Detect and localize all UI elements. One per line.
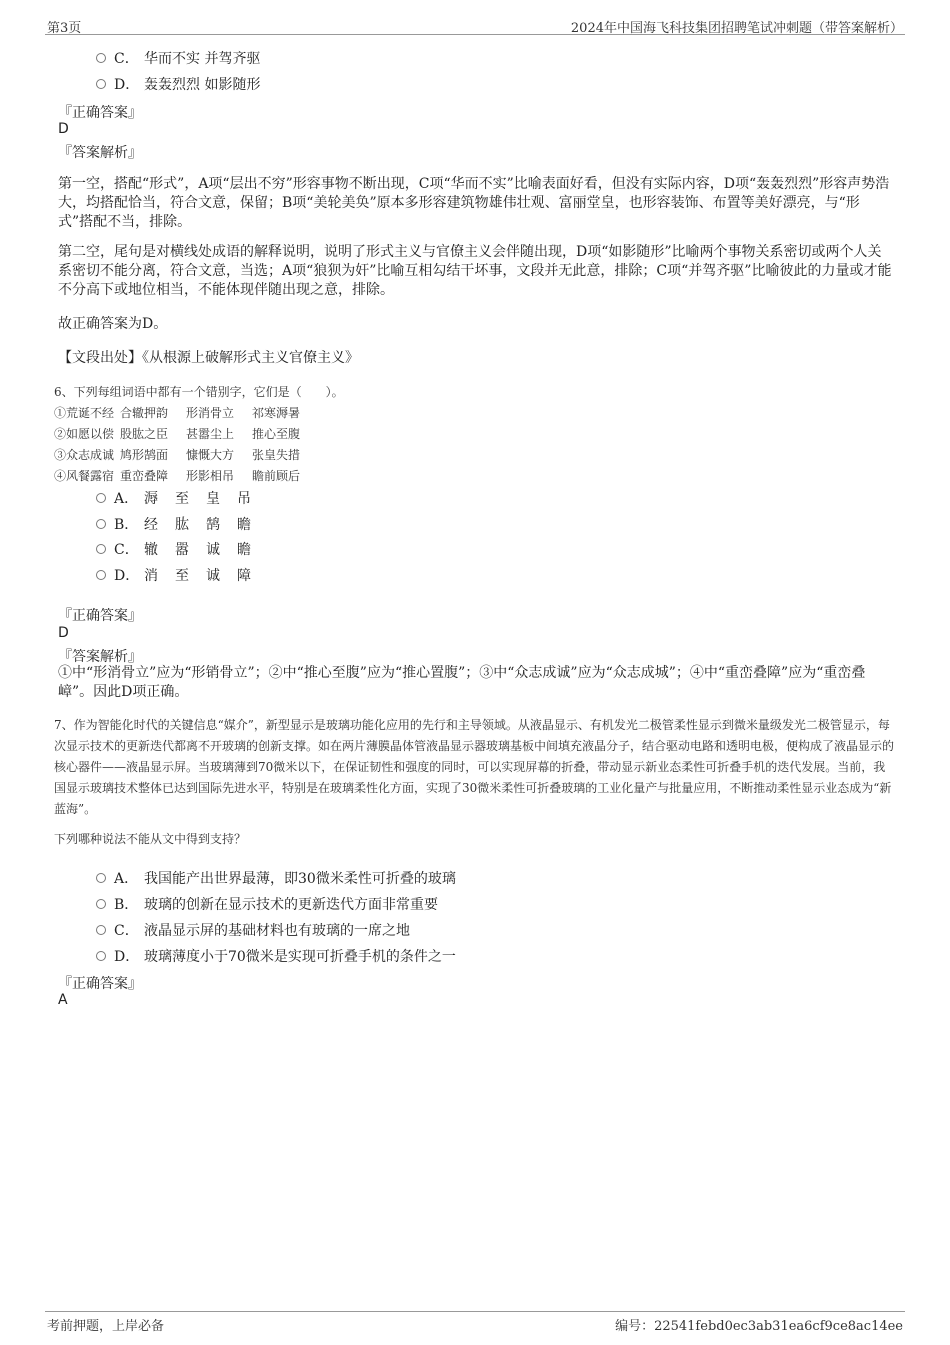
option-letter: B．: [114, 517, 139, 533]
word-cell: 张皇失措: [252, 448, 301, 462]
radio-icon[interactable]: [96, 493, 106, 503]
radio-icon[interactable]: [96, 925, 106, 935]
q7-passage: 7、作为智能化时代的关键信息“媒介”，新型显示是玻璃功能化应用的先行和主导领域。从液晶显示、有机发光二极管柔性显示到微米量级发光二极管显示，每次显示技术的更新迭代都离不开玻璃的创新支撑。如在两片薄膜晶体管液晶显示器玻璃基板中间填充液晶分子，结合驱动电路和透明电极，便构成了液晶显示的核心器件——液晶显示屏。当玻璃薄到70微米以下，在保证韧性和强度的同时，可以实现屏幕的折叠，带动显示新业态柔性可折叠手机的迭代发展。当前，我国显示玻璃技术整体已达到国际先进水平，特别是在玻璃柔性化方面，实现了30微米柔性可折叠玻璃的工业化量产与批量应用，不断推动柔性显示业态成为“新蓝海”。: [54, 718, 895, 816]
word-cell: 推心至腹: [252, 427, 301, 441]
radio-icon[interactable]: [96, 951, 106, 961]
q5-source: 【文段出处】《从根源上破解形式主义官僚主义》: [58, 350, 359, 366]
footer-divider: [45, 1311, 905, 1312]
header-divider: [45, 34, 905, 35]
option-text: 我国能产出世界最薄，即30微米柔性可折叠的玻璃: [144, 871, 456, 887]
document-title: 2024年中国海飞科技集团招聘笔试冲刺题（带答案解析）: [570, 21, 903, 36]
q5-analysis-para-1: 第一空，搭配“形式”，A项“层出不穷”形容事物不断出现，C项“华而不实”比喻表面好看，但没有实际内容，D项“轰轰烈烈”形容声势浩大，均搭配恰当，符合文意，保留；B项“美轮美奂”原本多形容建筑物雄伟壮观、富丽堂皇，也形容装饰、布置等美好漂亮，与“形式”搭配不当，排除。: [58, 176, 890, 230]
q6-row-4: [54, 467, 318, 484]
option-text: 轰轰烈烈 如影随形: [144, 77, 261, 93]
q5-answer-label: 『正确答案』: [58, 105, 142, 121]
radio-icon[interactable]: [96, 873, 106, 883]
word-cell: 慷慨大方: [186, 448, 235, 462]
word-cell: ②如愿以偿: [54, 427, 115, 441]
q6-analysis: ①中“形消骨立”应为“形销骨立”；②中“推心至腹”应为“推心置腹”；③中“众志成诚”应为“众志成城”；④中“重峦叠障”应为“重峦叠嶂”。因此D项正确。: [58, 665, 866, 700]
footer-slogan: 考前押题，上岸必备: [47, 1319, 165, 1334]
option-letter: A．: [114, 491, 139, 507]
option-letter: B．: [114, 897, 139, 913]
word-cell: 股肱之臣: [120, 427, 169, 441]
q5-analysis-para-2: 第二空，尾句是对横线处成语的解释说明，说明了形式主义与官僚主义会伴随出现，D项“如影随形”比喻两个事物关系密切或两个人关系密切不能分离，符合文意，当选；A项“狼狈为奸”比喻互相勾结干坏事，文段并无此意，排除；C项“并驾齐驱”比喻彼此的力量或才能不分高下或地位相当，不能体现伴随出现之意，排除。: [58, 244, 892, 298]
option-letter: D．: [114, 949, 140, 965]
q7-question: 下列哪种说法不能从文中得到支持？: [54, 832, 247, 846]
option-char: 经: [144, 517, 158, 533]
option-char: 障: [237, 568, 251, 584]
option-letter: D．: [114, 568, 140, 584]
option-char: 肱: [175, 517, 189, 533]
word-cell: 甚嚣尘上: [186, 427, 235, 441]
radio-icon[interactable]: [96, 899, 106, 909]
q6-row-3: [54, 446, 318, 463]
word-cell: ③众志成诚: [54, 448, 115, 462]
option-letter: C．: [114, 542, 139, 558]
q6-row-2: [54, 425, 318, 442]
option-char: 诚: [206, 542, 220, 558]
option-char: 皇: [206, 491, 220, 507]
option-char: 瞻: [237, 517, 251, 533]
option-text: 玻璃的创新在显示技术的更新迭代方面非常重要: [144, 897, 438, 913]
option-text: 液晶显示屏的基础材料也有玻璃的一席之地: [144, 923, 410, 939]
word-cell: 鸠形鹄面: [120, 448, 169, 462]
option-char: 吊: [237, 491, 251, 507]
word-cell: 合辙押韵: [120, 406, 169, 420]
q7-option-d[interactable]: [96, 946, 456, 966]
page-number: 第3页: [47, 21, 82, 36]
radio-icon[interactable]: [96, 79, 106, 89]
option-char: 至: [175, 491, 189, 507]
option-letter: D．: [114, 77, 140, 93]
q6-question: 6、下列每组词语中都有一个错别字，它们是（ ）。: [54, 385, 344, 399]
word-cell: ④风餐露宿: [54, 469, 115, 483]
q7-answer-label: 『正确答案』: [58, 976, 142, 992]
q6-option-a[interactable]: [96, 488, 268, 508]
word-cell: 重峦叠障: [120, 469, 169, 483]
q6-option-b[interactable]: [96, 514, 268, 534]
option-char: 溽: [144, 491, 158, 507]
option-letter: C．: [114, 923, 139, 939]
radio-icon[interactable]: [96, 519, 106, 529]
word-cell: 祁寒溽暑: [252, 406, 301, 420]
radio-icon[interactable]: [96, 570, 106, 580]
option-text: 玻璃薄度小于70微米是实现可折叠手机的条件之一: [144, 949, 456, 965]
document-code: 编号：22541febd0ec3ab31ea6cf9ce8ac14ee: [615, 1319, 903, 1334]
q6-answer: D: [58, 625, 69, 641]
q6-answer-label: 『正确答案』: [58, 608, 142, 624]
q5-option-c[interactable]: [96, 48, 260, 68]
option-letter: A．: [114, 871, 139, 887]
q5-answer: D: [58, 121, 69, 137]
option-letter: C．: [114, 51, 139, 67]
q7-option-b[interactable]: [96, 894, 438, 914]
q6-analysis-label: 『答案解析』: [58, 649, 142, 665]
q5-analysis-para-3: 故正确答案为D。: [58, 316, 168, 332]
option-char: 辙: [144, 542, 158, 558]
radio-icon[interactable]: [96, 53, 106, 63]
q6-option-c[interactable]: [96, 539, 268, 559]
option-char: 瞻: [237, 542, 251, 558]
option-char: 至: [175, 568, 189, 584]
option-char: 诚: [206, 568, 220, 584]
radio-icon[interactable]: [96, 544, 106, 554]
option-char: 消: [144, 568, 158, 584]
word-cell: 形影相吊: [186, 469, 235, 483]
q6-option-d[interactable]: [96, 565, 268, 585]
word-cell: 瞻前顾后: [252, 469, 301, 483]
option-char: 鹄: [206, 517, 220, 533]
q7-answer: A: [58, 992, 68, 1008]
q7-option-a[interactable]: [96, 868, 456, 888]
q6-row-1: [54, 404, 318, 421]
word-cell: 形消骨立: [186, 406, 235, 420]
option-char: 嚣: [175, 542, 189, 558]
q5-analysis-label: 『答案解析』: [58, 145, 142, 161]
option-text: 华而不实 并驾齐驱: [144, 51, 261, 67]
word-cell: ①荒诞不经: [54, 406, 115, 420]
q5-option-d[interactable]: [96, 74, 260, 94]
q7-option-c[interactable]: [96, 920, 410, 940]
